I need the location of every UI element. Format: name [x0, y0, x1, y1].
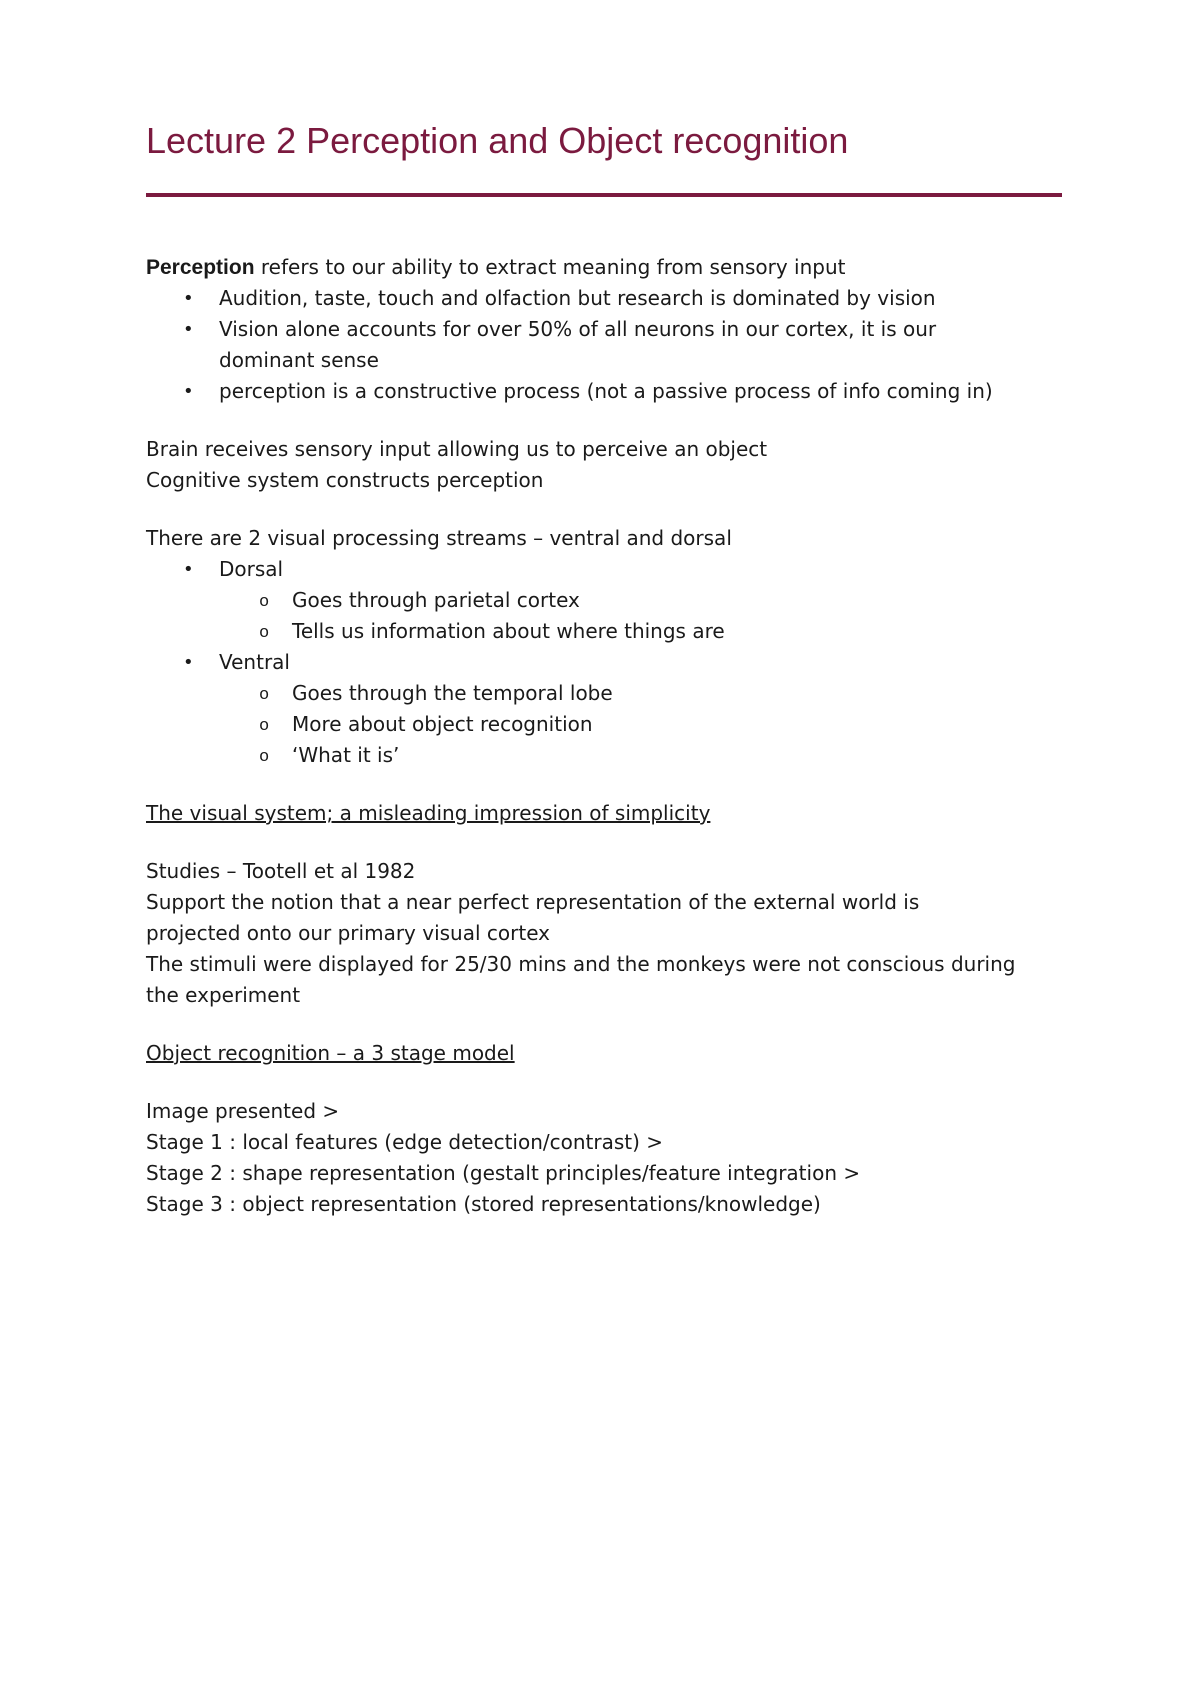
- list-item: o More about object recognition: [292, 709, 1076, 740]
- list-item: • Audition, taste, touch and olfaction but research is dominated by vision: [219, 283, 1076, 314]
- stage-line: Stage 1 : local features (edge detection/contrast) >: [146, 1130, 664, 1154]
- brain-line: Brain receives sensory input allowing us to perceive an object: [146, 437, 768, 461]
- stream-ventral-label: Ventral: [219, 650, 290, 674]
- visual-system-line: Support the notion that a near perfect representation of the external world is: [146, 890, 920, 914]
- visual-system-line: projected onto our primary visual cortex: [146, 921, 550, 945]
- brain-line: Cognitive system constructs perception: [146, 468, 544, 492]
- perception-term: Perception: [146, 256, 255, 279]
- stream-dorsal: [219, 554, 1076, 647]
- streams-bullet-list: [146, 554, 1076, 771]
- list-item: o Goes through the temporal lobe: [292, 678, 1076, 709]
- dorsal-sub-list: [219, 585, 1076, 647]
- stream-ventral: [219, 647, 1076, 771]
- list-item: o Goes through parietal cortex: [292, 585, 1076, 616]
- list-item: • Vision alone accounts for over 50% of all neurons in our cortex, it is our dominant sense: [219, 314, 979, 376]
- perception-definition-text: refers to our ability to extract meaning from sensory input: [254, 255, 846, 279]
- visual-system-heading: The visual system; a misleading impression of simplicity: [146, 801, 711, 825]
- visual-system-line: Studies – Tootell et al 1982: [146, 859, 416, 883]
- object-recognition-heading: Object recognition – a 3 stage model: [146, 1041, 515, 1065]
- visual-system-line: The stimuli were displayed for 25/30 mins and the monkeys were not conscious during: [146, 952, 1016, 976]
- perception-definition: [146, 252, 1076, 283]
- page-title: Lecture 2 Perception and Object recognition: [146, 120, 849, 161]
- streams-intro: There are 2 visual processing streams – ventral and dorsal: [146, 526, 732, 550]
- stage-line: Stage 2 : shape representation (gestalt principles/feature integration >: [146, 1161, 861, 1185]
- list-item: o ‘What it is’: [292, 740, 1076, 771]
- document-body: [146, 252, 1076, 1220]
- stream-dorsal-label: Dorsal: [219, 557, 284, 581]
- ventral-sub-list: [219, 678, 1076, 771]
- stage-line: Stage 3 : object representation (stored representations/knowledge): [146, 1192, 821, 1216]
- list-item: • perception is a constructive process (not a passive process of info coming in): [219, 376, 1076, 407]
- visual-system-line: the experiment: [146, 983, 301, 1007]
- perception-bullet-list: [146, 283, 1076, 407]
- list-item: o Tells us information about where things are: [292, 616, 1076, 647]
- title-underline-rule: [146, 193, 1062, 197]
- stage-line: Image presented >: [146, 1099, 340, 1123]
